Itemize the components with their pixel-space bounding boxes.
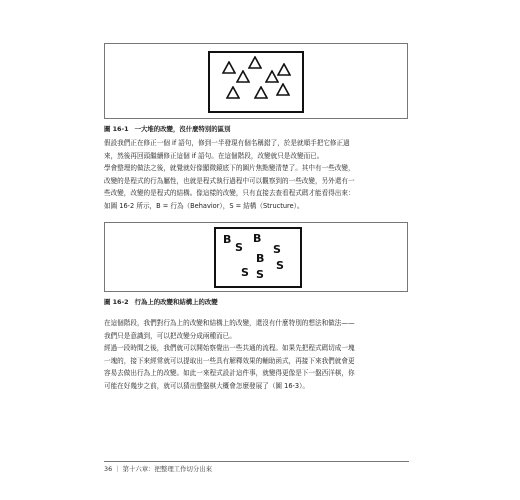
paragraph-line: 一塊的，接下來經常就可以提取出一些具有解釋效果的輔助函式，再接下來我們就會更	[104, 356, 355, 365]
footer-divider	[104, 461, 409, 462]
paragraph-line: 假設我們正在修正一個 if 語句，修到一半發現有個名稱錯了，於是就順手把它修正過	[104, 139, 350, 147]
paragraph-line: 經過一段時間之後，我們就可以開始察覺出一些共通的流程。如果先把程式碼切成一塊	[104, 344, 355, 352]
page-footer: 36 ｜ 第十六章：把整理工作切分出來	[104, 465, 213, 473]
triangle-icon	[277, 63, 291, 76]
paragraph-line: 可能在好幾步之前，就可以猜出整盤棋大概會怎麼發展了（圖 16-3）。	[104, 381, 309, 390]
triangle-icon	[276, 83, 290, 96]
paragraph-line: 我們只是意識到，可以把改變分成兩種而已。	[104, 331, 236, 340]
paragraph-line: 來，然後再回頭繼續修正這個 if 語句。在這個階段，改變就只是改變而已。	[104, 151, 324, 160]
paragraph-line: 改變的是程式的行為屬性，也就是程式執行過程中可以觀察到的一些改變，另外還有一	[104, 176, 355, 185]
paragraph-line: 容易去做出行為上的改變。如此一來程式設計這件事，就變得更像是下一盤西洋棋，你	[104, 369, 355, 377]
figure-16-1	[104, 43, 408, 119]
figure-16-2-title: 行為上的改變和結構上的改變	[134, 298, 218, 306]
behavior-letter: B	[256, 252, 265, 265]
figure-16-2	[104, 222, 408, 292]
structure-letter: S	[256, 268, 264, 281]
triangle-icon	[248, 56, 262, 69]
structure-letter: S	[235, 241, 243, 254]
paragraph-line: 在這個階段，我們對行為上的改變和結構上的改變，還沒有什麼特別的想法和做法——	[104, 319, 355, 327]
triangle-icon	[226, 86, 240, 99]
triangle-icon	[254, 86, 268, 99]
paragraph-2	[104, 162, 409, 212]
figure-16-2-caption	[104, 297, 218, 306]
figure-16-2-box	[214, 227, 302, 288]
figure-16-1-number: 圖 16-1	[104, 125, 129, 133]
structure-letter: S	[241, 266, 249, 279]
figure-16-1-title: 一大堆的改變，沒什麼特別的區別	[134, 125, 231, 133]
figure-16-2-number: 圖 16-2	[104, 298, 129, 306]
structure-letter: S	[273, 243, 281, 256]
paragraph-line: 學會整理的做法之後，就覺就好像顯微鏡底下的圖片焦點變清楚了。其中有一些改變，	[104, 164, 355, 172]
triangle-icon	[236, 70, 250, 83]
triangle-icon	[222, 61, 236, 74]
paragraph-line: 些改變，改變的是程式的結構。像這樣的改變，只有直接去查看程式碼才能看得出來：	[104, 189, 355, 197]
paragraph-4	[104, 342, 409, 392]
paragraph-line: 如圖 16-2 所示，B = 行為（Behavior），S = 結構（Structure）。	[104, 201, 304, 210]
structure-letter: S	[276, 259, 284, 272]
figure-16-1-box	[208, 51, 304, 113]
paragraph-1	[104, 137, 409, 162]
figure-16-1-caption	[104, 124, 230, 133]
paragraph-3	[104, 317, 409, 342]
behavior-letter: B	[253, 232, 262, 245]
behavior-letter: B	[223, 233, 232, 246]
